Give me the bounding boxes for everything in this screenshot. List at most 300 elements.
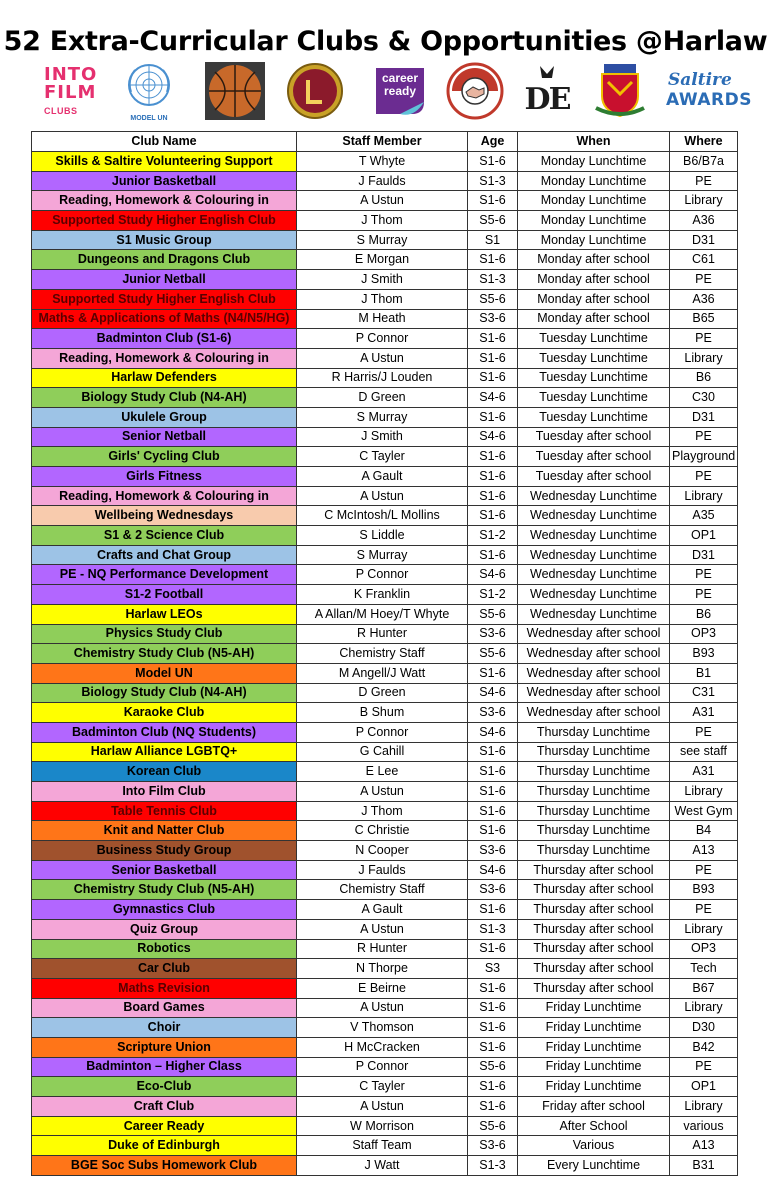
staff-member-cell: D Green (297, 388, 468, 408)
club-name-cell: Robotics (32, 939, 297, 959)
table-row (32, 959, 738, 979)
age-cell: S5-6 (468, 289, 518, 309)
when-cell: Monday after school (518, 289, 670, 309)
header-when: When (518, 132, 670, 152)
club-name-cell: Supported Study Higher English Club (32, 289, 297, 309)
club-name-cell: Maths & Applications of Maths (N4/N5/HG) (32, 309, 297, 329)
table-row (32, 585, 738, 605)
when-cell: Thursday after school (518, 919, 670, 939)
when-cell: Thursday Lunchtime (518, 841, 670, 861)
page-title: 52 Extra-Curricular Clubs & Opportunities @Harlaw (3, 26, 768, 57)
where-cell: B6/B7a (670, 152, 738, 172)
table-row (32, 742, 738, 762)
where-cell: OP3 (670, 939, 738, 959)
table-row (32, 722, 738, 742)
staff-member-cell: E Beirne (297, 978, 468, 998)
age-cell: S5-6 (468, 644, 518, 664)
age-cell: S3-6 (468, 703, 518, 723)
table-row (32, 683, 738, 703)
staff-member-cell: S Murray (297, 407, 468, 427)
age-cell: S1-2 (468, 526, 518, 546)
table-row (32, 565, 738, 585)
age-cell: S1-6 (468, 742, 518, 762)
where-cell: PE (670, 171, 738, 191)
table-row (32, 801, 738, 821)
club-name-cell: Business Study Group (32, 841, 297, 861)
age-cell: S1-6 (468, 250, 518, 270)
staff-member-cell: S Murray (297, 230, 468, 250)
club-name-cell: Junior Netball (32, 270, 297, 290)
staff-member-cell: J Watt (297, 1156, 468, 1176)
where-cell: A36 (670, 289, 738, 309)
table-row (32, 486, 738, 506)
club-name-cell: Gymnastics Club (32, 900, 297, 920)
table-row (32, 171, 738, 191)
age-cell: S1-6 (468, 978, 518, 998)
table-row (32, 407, 738, 427)
club-name-cell: Scripture Union (32, 1037, 297, 1057)
age-cell: S3-6 (468, 1136, 518, 1156)
when-cell: Tuesday Lunchtime (518, 407, 670, 427)
age-cell: S4-6 (468, 427, 518, 447)
age-cell: S1-6 (468, 1018, 518, 1038)
staff-member-cell: C Tayler (297, 1077, 468, 1097)
club-name-cell: S1-2 Football (32, 585, 297, 605)
when-cell: Wednesday Lunchtime (518, 486, 670, 506)
table-row (32, 604, 738, 624)
when-cell: After School (518, 1116, 670, 1136)
club-name-cell: Wellbeing Wednesdays (32, 506, 297, 526)
table-row (32, 998, 738, 1018)
where-cell: OP3 (670, 624, 738, 644)
where-cell: Library (670, 348, 738, 368)
when-cell: Friday Lunchtime (518, 1018, 670, 1038)
staff-member-cell: A Ustun (297, 191, 468, 211)
table-row (32, 467, 738, 487)
table-row (32, 782, 738, 802)
where-cell: Playground (670, 447, 738, 467)
where-cell: PE (670, 900, 738, 920)
header-age: Age (468, 132, 518, 152)
staff-member-cell: K Franklin (297, 585, 468, 605)
table-row (32, 900, 738, 920)
club-name-cell: Dungeons and Dragons Club (32, 250, 297, 270)
table-row (32, 309, 738, 329)
when-cell: Monday after school (518, 250, 670, 270)
staff-member-cell: M Angell/J Watt (297, 663, 468, 683)
model-un-logo (123, 62, 175, 120)
table-row (32, 388, 738, 408)
club-name-cell: Quiz Group (32, 919, 297, 939)
staff-member-cell: A Gault (297, 900, 468, 920)
staff-member-cell: B Shum (297, 703, 468, 723)
where-cell: A35 (670, 506, 738, 526)
table-row (32, 1057, 738, 1077)
where-cell: B93 (670, 644, 738, 664)
staff-member-cell: J Smith (297, 427, 468, 447)
club-name-cell: Ukulele Group (32, 407, 297, 427)
staff-member-cell: E Morgan (297, 250, 468, 270)
when-cell: Wednesday Lunchtime (518, 545, 670, 565)
where-cell: Library (670, 919, 738, 939)
where-cell: A31 (670, 762, 738, 782)
staff-member-cell: H McCracken (297, 1037, 468, 1057)
where-cell: PE (670, 585, 738, 605)
where-cell: B1 (670, 663, 738, 683)
table-row (32, 1077, 738, 1097)
age-cell: S5-6 (468, 604, 518, 624)
club-name-cell: Duke of Edinburgh (32, 1136, 297, 1156)
staff-member-cell: A Ustun (297, 998, 468, 1018)
model-un-logo-text: MODEL UN (130, 115, 168, 122)
staff-member-cell: J Faulds (297, 860, 468, 880)
age-cell: S1-6 (468, 486, 518, 506)
when-cell: Friday Lunchtime (518, 1077, 670, 1097)
age-cell: S4-6 (468, 388, 518, 408)
club-name-cell: Table Tennis Club (32, 801, 297, 821)
club-name-cell: Model UN (32, 663, 297, 683)
staff-member-cell: C Tayler (297, 447, 468, 467)
age-cell: S1-6 (468, 152, 518, 172)
staff-member-cell: V Thomson (297, 1018, 468, 1038)
where-cell: B67 (670, 978, 738, 998)
club-name-cell: Senior Netball (32, 427, 297, 447)
table-row (32, 919, 738, 939)
club-name-cell: BGE Soc Subs Homework Club (32, 1156, 297, 1176)
where-cell: PE (670, 722, 738, 742)
table-row (32, 841, 738, 861)
table-row (32, 1136, 738, 1156)
when-cell: Monday Lunchtime (518, 191, 670, 211)
saltire-logo-line2: AWARDS (666, 90, 752, 110)
staff-member-cell: Staff Team (297, 1136, 468, 1156)
staff-member-cell: M Heath (297, 309, 468, 329)
club-name-cell: Reading, Homework & Colouring in (32, 486, 297, 506)
staff-member-cell: T Whyte (297, 152, 468, 172)
age-cell: S1-6 (468, 329, 518, 349)
age-cell: S1-6 (468, 998, 518, 1018)
when-cell: Tuesday Lunchtime (518, 388, 670, 408)
club-name-cell: Girls Fitness (32, 467, 297, 487)
where-cell: OP1 (670, 526, 738, 546)
clubs-table (31, 131, 738, 1176)
age-cell: S4-6 (468, 683, 518, 703)
age-cell: S1-6 (468, 782, 518, 802)
leo-crest-icon (286, 62, 344, 120)
staff-member-cell: A Ustun (297, 782, 468, 802)
staff-member-cell: R Hunter (297, 939, 468, 959)
table-row (32, 821, 738, 841)
age-cell: S5-6 (468, 1116, 518, 1136)
table-row (32, 1156, 738, 1176)
club-name-cell: Supported Study Higher English Club (32, 211, 297, 231)
club-name-cell: Physics Study Club (32, 624, 297, 644)
logo-strip (0, 62, 771, 122)
age-cell: S1-6 (468, 821, 518, 841)
staff-member-cell: Chemistry Staff (297, 880, 468, 900)
table-row (32, 230, 738, 250)
where-cell: West Gym (670, 801, 738, 821)
when-cell: Thursday after school (518, 880, 670, 900)
when-cell: Monday Lunchtime (518, 152, 670, 172)
into-film-logo-line3: CLUBS (44, 106, 78, 116)
club-name-cell: Harlaw LEOs (32, 604, 297, 624)
handshake-emblem-icon (446, 62, 504, 120)
club-name-cell: Badminton – Higher Class (32, 1057, 297, 1077)
staff-member-cell: J Faulds (297, 171, 468, 191)
staff-member-cell: S Murray (297, 545, 468, 565)
when-cell: Wednesday Lunchtime (518, 604, 670, 624)
staff-member-cell: J Thom (297, 211, 468, 231)
staff-member-cell: N Thorpe (297, 959, 468, 979)
staff-member-cell: P Connor (297, 722, 468, 742)
age-cell: S1-6 (468, 545, 518, 565)
table-row (32, 545, 738, 565)
when-cell: Wednesday Lunchtime (518, 506, 670, 526)
age-cell: S5-6 (468, 1057, 518, 1077)
where-cell: PE (670, 270, 738, 290)
when-cell: Wednesday after school (518, 644, 670, 664)
age-cell: S1-2 (468, 585, 518, 605)
where-cell: Library (670, 1097, 738, 1117)
club-name-cell: Into Film Club (32, 782, 297, 802)
age-cell: S1-6 (468, 801, 518, 821)
table-row (32, 1037, 738, 1057)
when-cell: Friday after school (518, 1097, 670, 1117)
when-cell: Wednesday after school (518, 683, 670, 703)
club-name-cell: Badminton Club (NQ Students) (32, 722, 297, 742)
table-row (32, 644, 738, 664)
when-cell: Wednesday Lunchtime (518, 585, 670, 605)
age-cell: S1-3 (468, 270, 518, 290)
staff-member-cell: J Thom (297, 289, 468, 309)
where-cell: OP1 (670, 1077, 738, 1097)
when-cell: Tuesday Lunchtime (518, 329, 670, 349)
staff-member-cell: J Smith (297, 270, 468, 290)
staff-member-cell: E Lee (297, 762, 468, 782)
where-cell: PE (670, 467, 738, 487)
club-name-cell: Korean Club (32, 762, 297, 782)
harlaw-defenders-logo (446, 62, 504, 120)
table-row (32, 368, 738, 388)
into-film-clubs-logo (44, 62, 116, 120)
where-cell: B6 (670, 368, 738, 388)
staff-member-cell: A Ustun (297, 486, 468, 506)
club-name-cell: Harlaw Alliance LGBTQ+ (32, 742, 297, 762)
table-row (32, 447, 738, 467)
age-cell: S1-6 (468, 348, 518, 368)
shield-crest-icon (592, 62, 648, 120)
staff-member-cell: A Ustun (297, 919, 468, 939)
age-cell: S3-6 (468, 841, 518, 861)
when-cell: Thursday after school (518, 978, 670, 998)
where-cell: PE (670, 329, 738, 349)
table-row (32, 1116, 738, 1136)
where-cell: B6 (670, 604, 738, 624)
club-name-cell: Girls' Cycling Club (32, 447, 297, 467)
where-cell: D31 (670, 230, 738, 250)
when-cell: Tuesday Lunchtime (518, 348, 670, 368)
header-where: Where (670, 132, 738, 152)
table-row (32, 211, 738, 231)
saltire-awards-logo (664, 62, 752, 120)
where-cell: PE (670, 427, 738, 447)
staff-member-cell: D Green (297, 683, 468, 703)
club-name-cell: Career Ready (32, 1116, 297, 1136)
table-row (32, 329, 738, 349)
age-cell: S3-6 (468, 880, 518, 900)
age-cell: S1-3 (468, 919, 518, 939)
when-cell: Tuesday after school (518, 467, 670, 487)
table-row (32, 250, 738, 270)
when-cell: Wednesday after school (518, 624, 670, 644)
age-cell: S3-6 (468, 624, 518, 644)
table-row (32, 1097, 738, 1117)
when-cell: Thursday Lunchtime (518, 742, 670, 762)
where-cell: B65 (670, 309, 738, 329)
table-row (32, 289, 738, 309)
table-row (32, 663, 738, 683)
staff-member-cell: P Connor (297, 565, 468, 585)
where-cell: PE (670, 860, 738, 880)
when-cell: Tuesday after school (518, 427, 670, 447)
where-cell: PE (670, 1057, 738, 1077)
where-cell: Tech (670, 959, 738, 979)
when-cell: Thursday after school (518, 860, 670, 880)
where-cell: Library (670, 486, 738, 506)
table-header-row (32, 132, 738, 152)
table-row (32, 191, 738, 211)
table-row (32, 1018, 738, 1038)
age-cell: S4-6 (468, 860, 518, 880)
where-cell: A13 (670, 841, 738, 861)
when-cell: Thursday Lunchtime (518, 782, 670, 802)
club-name-cell: Skills & Saltire Volunteering Support (32, 152, 297, 172)
when-cell: Various (518, 1136, 670, 1156)
club-name-cell: Biology Study Club (N4-AH) (32, 683, 297, 703)
where-cell: B31 (670, 1156, 738, 1176)
club-name-cell: Maths Revision (32, 978, 297, 998)
club-name-cell: Harlaw Defenders (32, 368, 297, 388)
when-cell: Thursday after school (518, 959, 670, 979)
de-logo-text: DE (524, 82, 570, 117)
into-film-logo-line2: FILM (44, 82, 97, 103)
staff-member-cell: A Gault (297, 467, 468, 487)
table-row (32, 506, 738, 526)
table-row (32, 624, 738, 644)
age-cell: S1-6 (468, 663, 518, 683)
when-cell: Thursday Lunchtime (518, 801, 670, 821)
club-name-cell: Choir (32, 1018, 297, 1038)
career-ready-line1: career (381, 71, 419, 85)
staff-member-cell: C Christie (297, 821, 468, 841)
when-cell: Monday after school (518, 270, 670, 290)
age-cell: S5-6 (468, 211, 518, 231)
when-cell: Friday Lunchtime (518, 1057, 670, 1077)
when-cell: Tuesday Lunchtime (518, 368, 670, 388)
staff-member-cell: P Connor (297, 1057, 468, 1077)
age-cell: S1-6 (468, 1037, 518, 1057)
where-cell: B42 (670, 1037, 738, 1057)
club-name-cell: Badminton Club (S1-6) (32, 329, 297, 349)
where-cell: C30 (670, 388, 738, 408)
when-cell: Monday Lunchtime (518, 171, 670, 191)
duke-of-edinburgh-logo (520, 62, 574, 120)
when-cell: Thursday Lunchtime (518, 722, 670, 742)
table-row (32, 348, 738, 368)
staff-member-cell: P Connor (297, 329, 468, 349)
age-cell: S1-6 (468, 447, 518, 467)
table-row (32, 270, 738, 290)
where-cell: Library (670, 191, 738, 211)
where-cell: D30 (670, 1018, 738, 1038)
table-row (32, 703, 738, 723)
where-cell: B4 (670, 821, 738, 841)
when-cell: Friday Lunchtime (518, 1037, 670, 1057)
club-name-cell: Reading, Homework & Colouring in (32, 191, 297, 211)
age-cell: S1-6 (468, 939, 518, 959)
age-cell: S1-6 (468, 506, 518, 526)
where-cell: see staff (670, 742, 738, 762)
staff-member-cell: A Ustun (297, 1097, 468, 1117)
club-name-cell: Reading, Homework & Colouring in (32, 348, 297, 368)
club-name-cell: Car Club (32, 959, 297, 979)
club-name-cell: Chemistry Study Club (N5-AH) (32, 644, 297, 664)
when-cell: Thursday after school (518, 900, 670, 920)
into-film-logo-line1: INTO (44, 64, 98, 85)
when-cell: Thursday after school (518, 939, 670, 959)
age-cell: S1-6 (468, 368, 518, 388)
staff-member-cell: R Hunter (297, 624, 468, 644)
where-cell: A31 (670, 703, 738, 723)
when-cell: Thursday Lunchtime (518, 821, 670, 841)
where-cell: A36 (670, 211, 738, 231)
table-row (32, 978, 738, 998)
where-cell: C31 (670, 683, 738, 703)
career-ready-logo (370, 62, 430, 120)
staff-member-cell: J Thom (297, 801, 468, 821)
where-cell: Library (670, 998, 738, 1018)
staff-member-cell: R Harris/J Louden (297, 368, 468, 388)
table-row (32, 526, 738, 546)
age-cell: S1-6 (468, 1077, 518, 1097)
club-name-cell: Board Games (32, 998, 297, 1018)
when-cell: Monday after school (518, 309, 670, 329)
club-name-cell: Knit and Natter Club (32, 821, 297, 841)
club-name-cell: Chemistry Study Club (N5-AH) (32, 880, 297, 900)
staff-member-cell: G Cahill (297, 742, 468, 762)
when-cell: Tuesday after school (518, 447, 670, 467)
career-ready-line2: ready (383, 84, 417, 98)
where-cell: A13 (670, 1136, 738, 1156)
staff-member-cell: C McIntosh/L Mollins (297, 506, 468, 526)
age-cell: S1-6 (468, 191, 518, 211)
when-cell: Wednesday Lunchtime (518, 526, 670, 546)
when-cell: Monday Lunchtime (518, 211, 670, 231)
where-cell: Library (670, 782, 738, 802)
club-name-cell: Eco-Club (32, 1077, 297, 1097)
table-row (32, 427, 738, 447)
un-emblem-icon (123, 62, 175, 110)
staff-member-cell: N Cooper (297, 841, 468, 861)
age-cell: S1-6 (468, 467, 518, 487)
basketball-icon (205, 62, 265, 120)
school-crest-logo (592, 62, 648, 120)
club-name-cell: PE - NQ Performance Development (32, 565, 297, 585)
staff-member-cell: Chemistry Staff (297, 644, 468, 664)
basketball-logo (205, 62, 265, 120)
table-row (32, 939, 738, 959)
